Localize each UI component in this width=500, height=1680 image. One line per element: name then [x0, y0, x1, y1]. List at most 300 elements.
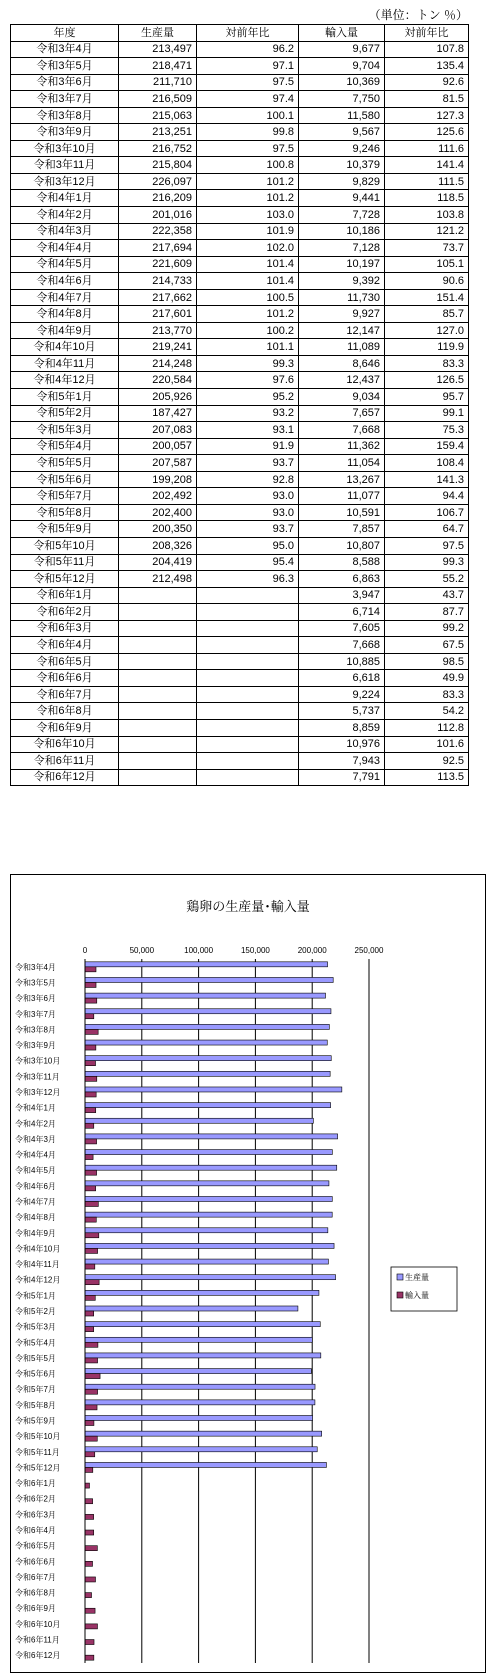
- cell-period: 令和3年11月: [11, 157, 119, 174]
- table-row: [11, 620, 469, 637]
- cell-imports-yoy: 141.3: [385, 471, 469, 488]
- cell-imports-yoy: 87.7: [385, 604, 469, 621]
- cell-imports-yoy: 127.3: [385, 107, 469, 124]
- cell-production-yoy: 101.2: [197, 306, 299, 323]
- cell-period: 令和5年1月: [11, 389, 119, 406]
- table-row: [11, 753, 469, 770]
- cell-imports-yoy: 103.8: [385, 207, 469, 224]
- bar-imports: [85, 1045, 96, 1050]
- table-row: [11, 769, 469, 786]
- cell-production-yoy: 97.5: [197, 74, 299, 91]
- cell-imports-yoy: 125.6: [385, 124, 469, 141]
- cell-imports-yoy: 106.7: [385, 504, 469, 521]
- y-category-label: 令和5年6月: [15, 1369, 56, 1379]
- bar-production: [85, 1024, 329, 1029]
- cell-production-yoy: [197, 719, 299, 736]
- y-category-label: 令和4年12月: [15, 1275, 61, 1285]
- cell-imports: 11,054: [299, 455, 385, 472]
- cell-imports-yoy: 151.4: [385, 289, 469, 306]
- cell-period: 令和6年3月: [11, 620, 119, 637]
- cell-production-yoy: [197, 653, 299, 670]
- cell-production: 211,710: [119, 74, 197, 91]
- cell-imports-yoy: 111.5: [385, 173, 469, 190]
- cell-production: 217,601: [119, 306, 197, 323]
- cell-period: 令和5年3月: [11, 422, 119, 439]
- y-category-label: 令和6年11月: [15, 1635, 60, 1645]
- cell-production-yoy: 100.2: [197, 322, 299, 339]
- table-header-row: [11, 25, 469, 42]
- table-row: [11, 703, 469, 720]
- table-row: [11, 587, 469, 604]
- bar-imports: [85, 1374, 100, 1379]
- x-tick-label: 150,000: [240, 946, 270, 955]
- cell-production: [119, 653, 197, 670]
- cell-production-yoy: 95.2: [197, 389, 299, 406]
- y-category-label: 令和4年6月: [15, 1181, 56, 1191]
- cell-period: 令和6年5月: [11, 653, 119, 670]
- cell-production: 217,694: [119, 240, 197, 257]
- cell-imports-yoy: 67.5: [385, 637, 469, 654]
- cell-imports: 6,714: [299, 604, 385, 621]
- cell-period: 令和3年12月: [11, 173, 119, 190]
- cell-imports: 7,605: [299, 620, 385, 637]
- table-row: [11, 306, 469, 323]
- cell-production-yoy: 101.2: [197, 190, 299, 207]
- table-row: [11, 471, 469, 488]
- cell-period: 令和5年9月: [11, 521, 119, 538]
- cell-imports-yoy: 97.5: [385, 537, 469, 554]
- cell-period: 令和6年11月: [11, 753, 119, 770]
- cell-period: 令和4年10月: [11, 339, 119, 356]
- table-row: [11, 719, 469, 736]
- cell-period: 令和6年1月: [11, 587, 119, 604]
- cell-period: 令和4年2月: [11, 207, 119, 224]
- bar-imports: [85, 1546, 97, 1551]
- cell-production: 214,733: [119, 273, 197, 290]
- cell-imports-yoy: 111.6: [385, 140, 469, 157]
- y-category-label: 令和5年3月: [15, 1322, 56, 1332]
- table-row: [11, 240, 469, 257]
- cell-imports: 9,034: [299, 389, 385, 406]
- cell-imports-yoy: 108.4: [385, 455, 469, 472]
- bar-production: [85, 993, 326, 998]
- cell-production-yoy: 95.4: [197, 554, 299, 571]
- cell-period: 令和4年9月: [11, 322, 119, 339]
- cell-production-yoy: 93.7: [197, 521, 299, 538]
- header-imports-yoy: 対前年比: [385, 25, 469, 42]
- cell-imports-yoy: 127.0: [385, 322, 469, 339]
- cell-period: 令和6年4月: [11, 637, 119, 654]
- cell-period: 令和6年12月: [11, 769, 119, 786]
- bar-production: [85, 1118, 313, 1123]
- bar-production: [85, 1134, 338, 1139]
- bar-production: [85, 1212, 332, 1217]
- bar-imports: [85, 1483, 89, 1488]
- bar-imports: [85, 967, 96, 972]
- cell-production-yoy: 101.1: [197, 339, 299, 356]
- cell-production: [119, 703, 197, 720]
- data-table: [10, 24, 469, 786]
- bar-production: [85, 1243, 334, 1248]
- bar-production: [85, 1384, 315, 1389]
- cell-imports: 5,737: [299, 703, 385, 720]
- cell-production-yoy: 97.6: [197, 372, 299, 389]
- cell-imports-yoy: 49.9: [385, 670, 469, 687]
- bar-imports: [85, 1201, 98, 1206]
- y-category-label: 令和6年4月: [15, 1526, 56, 1536]
- table-row: [11, 124, 469, 141]
- y-category-label: 令和3年5月: [15, 978, 56, 988]
- cell-imports-yoy: 92.6: [385, 74, 469, 91]
- y-category-label: 令和6年9月: [15, 1604, 56, 1614]
- table-row: [11, 686, 469, 703]
- table-row: [11, 91, 469, 108]
- cell-imports-yoy: 83.3: [385, 355, 469, 372]
- bar-imports: [85, 1342, 98, 1347]
- cell-production-yoy: 101.2: [197, 173, 299, 190]
- cell-imports: 7,668: [299, 637, 385, 654]
- table-row: [11, 670, 469, 687]
- cell-period: 令和6年2月: [11, 604, 119, 621]
- header-period: 年度: [11, 25, 119, 42]
- cell-imports: 12,147: [299, 322, 385, 339]
- cell-imports-yoy: 141.4: [385, 157, 469, 174]
- table-row: [11, 273, 469, 290]
- bar-imports: [85, 1327, 94, 1332]
- table-row: [11, 107, 469, 124]
- cell-imports: 11,730: [299, 289, 385, 306]
- cell-imports: 11,089: [299, 339, 385, 356]
- cell-imports: 13,267: [299, 471, 385, 488]
- bar-imports: [85, 1248, 98, 1253]
- table-row: [11, 157, 469, 174]
- cell-imports-yoy: 119.9: [385, 339, 469, 356]
- header-production-yoy: 対前年比: [197, 25, 299, 42]
- y-category-label: 令和5年9月: [15, 1416, 56, 1426]
- bar-imports: [85, 1139, 97, 1144]
- table-row: [11, 736, 469, 753]
- legend-swatch: [397, 1292, 403, 1298]
- cell-period: 令和4年3月: [11, 223, 119, 240]
- bar-imports: [85, 1499, 93, 1504]
- cell-production: 219,241: [119, 339, 197, 356]
- cell-imports: 9,829: [299, 173, 385, 190]
- bar-production: [85, 1228, 328, 1233]
- cell-production-yoy: 93.2: [197, 405, 299, 422]
- y-category-label: 令和3年9月: [15, 1041, 56, 1051]
- cell-period: 令和6年7月: [11, 686, 119, 703]
- cell-imports: 9,246: [299, 140, 385, 157]
- bar-production: [85, 1071, 330, 1076]
- table-row: [11, 289, 469, 306]
- cell-imports-yoy: 64.7: [385, 521, 469, 538]
- cell-imports-yoy: 99.2: [385, 620, 469, 637]
- table-row: [11, 207, 469, 224]
- cell-imports-yoy: 81.5: [385, 91, 469, 108]
- cell-period: 令和4年6月: [11, 273, 119, 290]
- unit-note: （単位：トン ％）: [368, 8, 468, 22]
- table-row: [11, 521, 469, 538]
- cell-production-yoy: [197, 604, 299, 621]
- bar-imports: [85, 998, 97, 1003]
- cell-imports: 9,677: [299, 41, 385, 58]
- bar-imports: [85, 1061, 96, 1066]
- bar-imports: [85, 1155, 93, 1160]
- cell-production: [119, 753, 197, 770]
- table-row: [11, 488, 469, 505]
- cell-period: 令和5年7月: [11, 488, 119, 505]
- bar-production: [85, 1275, 336, 1280]
- x-tick-label: 50,000: [129, 946, 155, 955]
- bar-production: [85, 1103, 331, 1108]
- bar-imports: [85, 1264, 95, 1269]
- bar-production: [85, 1259, 328, 1264]
- cell-production-yoy: 102.0: [197, 240, 299, 257]
- cell-production: [119, 769, 197, 786]
- bar-production: [85, 1400, 315, 1405]
- cell-imports-yoy: 94.4: [385, 488, 469, 505]
- cell-production-yoy: 95.0: [197, 537, 299, 554]
- cell-imports: 7,943: [299, 753, 385, 770]
- y-category-label: 令和5年8月: [15, 1400, 56, 1410]
- table-row: [11, 140, 469, 157]
- cell-imports: 10,976: [299, 736, 385, 753]
- cell-production-yoy: 103.0: [197, 207, 299, 224]
- legend-label: 生産量: [405, 1273, 429, 1282]
- cell-imports: 3,947: [299, 587, 385, 604]
- cell-imports: 8,859: [299, 719, 385, 736]
- table-row: [11, 322, 469, 339]
- cell-imports: 11,077: [299, 488, 385, 505]
- x-tick-label: 250,000: [354, 946, 384, 955]
- cell-imports: 11,362: [299, 438, 385, 455]
- y-category-label: 令和5年5月: [15, 1353, 56, 1363]
- cell-production: 215,063: [119, 107, 197, 124]
- cell-production-yoy: 93.0: [197, 488, 299, 505]
- bar-imports: [85, 1280, 99, 1285]
- cell-production-yoy: 93.1: [197, 422, 299, 439]
- bar-imports: [85, 1108, 96, 1113]
- cell-imports-yoy: 101.6: [385, 736, 469, 753]
- cell-imports: 12,437: [299, 372, 385, 389]
- bar-imports: [85, 1593, 92, 1598]
- table-row: [11, 256, 469, 273]
- bar-imports: [85, 1076, 97, 1081]
- cell-production-yoy: [197, 703, 299, 720]
- cell-period: 令和5年4月: [11, 438, 119, 455]
- cell-period: 令和5年10月: [11, 537, 119, 554]
- cell-imports: 10,885: [299, 653, 385, 670]
- bar-imports: [85, 1514, 94, 1519]
- bar-production: [85, 1040, 327, 1045]
- table-row: [11, 422, 469, 439]
- bar-production: [85, 1306, 298, 1311]
- bar-production: [85, 1056, 331, 1061]
- cell-production-yoy: [197, 753, 299, 770]
- cell-production: 200,350: [119, 521, 197, 538]
- bar-imports: [85, 1655, 94, 1660]
- cell-imports: 9,392: [299, 273, 385, 290]
- bar-imports: [85, 1421, 94, 1426]
- cell-imports-yoy: 126.5: [385, 372, 469, 389]
- y-category-label: 令和6年3月: [15, 1510, 56, 1520]
- bar-production: [85, 1181, 329, 1186]
- cell-production-yoy: [197, 637, 299, 654]
- cell-production-yoy: 93.7: [197, 455, 299, 472]
- cell-production: 200,057: [119, 438, 197, 455]
- cell-imports: 7,750: [299, 91, 385, 108]
- table-row: [11, 554, 469, 571]
- cell-production: 213,497: [119, 41, 197, 58]
- bar-production: [85, 1353, 321, 1358]
- cell-imports-yoy: 118.5: [385, 190, 469, 207]
- cell-production: 202,400: [119, 504, 197, 521]
- cell-production-yoy: [197, 769, 299, 786]
- y-category-label: 令和5年4月: [15, 1338, 56, 1348]
- bar-production: [85, 1416, 313, 1421]
- cell-production: 212,498: [119, 571, 197, 588]
- bar-imports: [85, 1358, 98, 1363]
- cell-production-yoy: 97.5: [197, 140, 299, 157]
- cell-production: 199,208: [119, 471, 197, 488]
- cell-imports: 6,618: [299, 670, 385, 687]
- y-category-label: 令和6年5月: [15, 1541, 56, 1551]
- cell-imports-yoy: 85.7: [385, 306, 469, 323]
- cell-period: 令和6年6月: [11, 670, 119, 687]
- bar-imports: [85, 1123, 94, 1128]
- table-row: [11, 455, 469, 472]
- bar-imports: [85, 1014, 94, 1019]
- chart-title: 鶏卵の生産量･輸入量: [186, 899, 310, 914]
- bar-imports: [85, 1092, 96, 1097]
- cell-period: 令和4年4月: [11, 240, 119, 257]
- y-category-label: 令和6年6月: [15, 1557, 56, 1567]
- table-row: [11, 173, 469, 190]
- bar-production: [85, 1196, 332, 1201]
- table-row: [11, 504, 469, 521]
- y-category-label: 令和3年11月: [15, 1072, 60, 1082]
- bar-production: [85, 1431, 322, 1436]
- cell-period: 令和5年6月: [11, 471, 119, 488]
- cell-period: 令和4年11月: [11, 355, 119, 372]
- cell-imports: 9,567: [299, 124, 385, 141]
- y-category-label: 令和4年4月: [15, 1150, 56, 1160]
- y-category-label: 令和4年11月: [15, 1260, 60, 1270]
- cell-production-yoy: [197, 736, 299, 753]
- cell-imports: 11,580: [299, 107, 385, 124]
- table-row: [11, 653, 469, 670]
- y-category-label: 令和3年7月: [15, 1009, 56, 1019]
- bar-imports: [85, 1217, 96, 1222]
- table-row: [11, 223, 469, 240]
- cell-production: 205,926: [119, 389, 197, 406]
- cell-period: 令和5年2月: [11, 405, 119, 422]
- cell-imports: 7,857: [299, 521, 385, 538]
- cell-imports: 9,927: [299, 306, 385, 323]
- bar-imports: [85, 1311, 94, 1316]
- table-row: [11, 355, 469, 372]
- y-category-label: 令和3年6月: [15, 994, 56, 1004]
- bar-imports: [85, 1295, 95, 1300]
- cell-period: 令和3年6月: [11, 74, 119, 91]
- header-imports: 輸入量: [299, 25, 385, 42]
- cell-imports-yoy: 54.2: [385, 703, 469, 720]
- legend-swatch: [397, 1274, 403, 1280]
- cell-production: 216,509: [119, 91, 197, 108]
- table-row: [11, 58, 469, 75]
- cell-production-yoy: 99.8: [197, 124, 299, 141]
- cell-imports: 7,668: [299, 422, 385, 439]
- bar-production: [85, 1447, 317, 1452]
- cell-imports-yoy: 90.6: [385, 273, 469, 290]
- table-row: [11, 405, 469, 422]
- cell-period: 令和3年5月: [11, 58, 119, 75]
- cell-imports-yoy: 83.3: [385, 686, 469, 703]
- cell-period: 令和4年12月: [11, 372, 119, 389]
- bar-production: [85, 1369, 311, 1374]
- y-category-label: 令和3年4月: [15, 962, 56, 972]
- table-row: [11, 339, 469, 356]
- table-row: [11, 190, 469, 207]
- bar-production: [85, 962, 328, 967]
- table-row: [11, 571, 469, 588]
- cell-production: [119, 620, 197, 637]
- cell-period: 令和3年10月: [11, 140, 119, 157]
- cell-production: [119, 670, 197, 687]
- cell-imports-yoy: 99.3: [385, 554, 469, 571]
- cell-production-yoy: 97.1: [197, 58, 299, 75]
- table-row: [11, 372, 469, 389]
- y-category-label: 令和3年12月: [15, 1087, 61, 1097]
- cell-period: 令和6年9月: [11, 719, 119, 736]
- bar-production: [85, 1165, 337, 1170]
- bar-imports: [85, 1452, 95, 1457]
- cell-period: 令和6年8月: [11, 703, 119, 720]
- cell-production-yoy: 92.8: [197, 471, 299, 488]
- cell-production-yoy: 96.3: [197, 571, 299, 588]
- cell-production-yoy: [197, 670, 299, 687]
- cell-imports-yoy: 121.2: [385, 223, 469, 240]
- cell-period: 令和3年8月: [11, 107, 119, 124]
- y-category-label: 令和3年8月: [15, 1025, 56, 1035]
- y-category-label: 令和5年1月: [15, 1291, 56, 1301]
- cell-imports-yoy: 113.5: [385, 769, 469, 786]
- cell-production-yoy: 100.1: [197, 107, 299, 124]
- table-row: [11, 537, 469, 554]
- bar-imports: [85, 1577, 95, 1582]
- cell-production: 207,587: [119, 455, 197, 472]
- cell-imports: 9,704: [299, 58, 385, 75]
- x-tick-label: 200,000: [297, 946, 327, 955]
- cell-production: 222,358: [119, 223, 197, 240]
- cell-production: 204,419: [119, 554, 197, 571]
- bar-imports: [85, 1530, 94, 1535]
- y-category-label: 令和4年10月: [15, 1244, 61, 1254]
- y-category-label: 令和5年7月: [15, 1385, 56, 1395]
- y-category-label: 令和4年2月: [15, 1119, 56, 1129]
- chart-frame: [10, 874, 486, 1673]
- table-row: [11, 604, 469, 621]
- table-row: [11, 74, 469, 91]
- y-category-label: 令和6年8月: [15, 1588, 56, 1598]
- bar-imports: [85, 1467, 93, 1472]
- x-tick-label: 0: [82, 946, 88, 955]
- cell-imports-yoy: 107.8: [385, 41, 469, 58]
- bar-imports: [85, 1640, 94, 1645]
- cell-production-yoy: 101.4: [197, 256, 299, 273]
- cell-period: 令和5年8月: [11, 504, 119, 521]
- y-category-label: 令和4年7月: [15, 1197, 56, 1207]
